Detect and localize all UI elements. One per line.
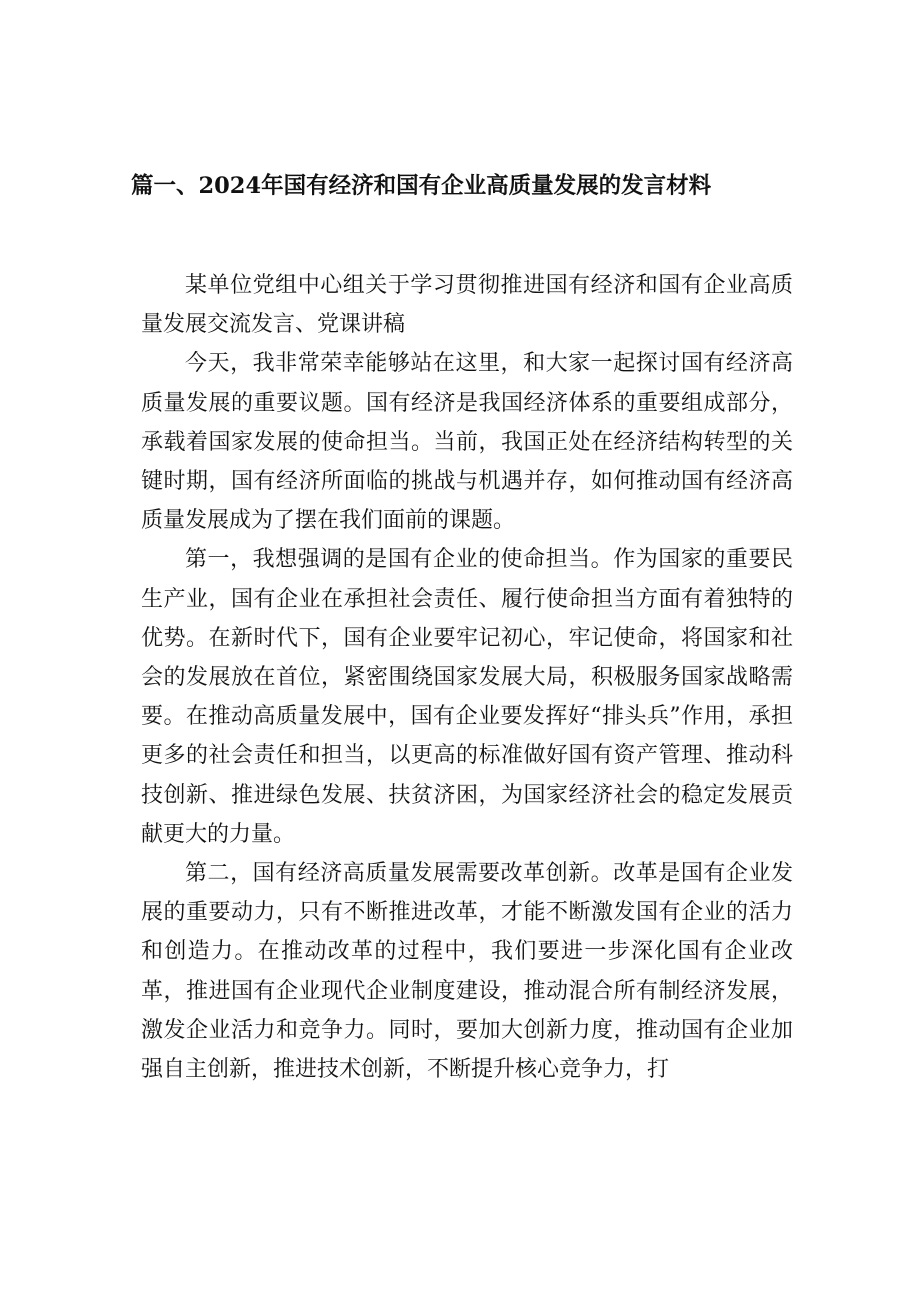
document-title: 篇一、2024年国有经济和国有企业高质量发展的发言材料 bbox=[131, 173, 712, 199]
paragraph-second-point: 第二，国有经济高质量发展需要改革创新。改革是国有企业发展的重要动力，只有不断推进改革，才能不断激发国有企业的活力和创造力。在推动改革的过程中，我们要进一步深化国有企业改革，推进国有企业现代企业制度建设，推动混合所有制经济发展，激发企业活力和竞争力。同时，要加大创新力度，推动国有企业加强自主创新，推进技术创新，不断提升核心竞争力，打 bbox=[141, 861, 793, 1083]
document-body bbox=[141, 266, 793, 1089]
paragraph-opening: 今天，我非常荣幸能够站在这里，和大家一起探讨国有经济高质量发展的重要议题。国有经济是我国经济体系的重要组成部分，承载着国家发展的使命担当。当前，我国正处在经济结构转型的关键时期，国有经济所面临的挑战与机遇并存，如何推动国有经济高质量发展成为了摆在我们面前的课题。 bbox=[141, 351, 793, 534]
paragraph-intro: 某单位党组中心组关于学习贯彻推进国有经济和国有企业高质量发展交流发言、党课讲稿 bbox=[141, 273, 793, 338]
paragraph-first-point: 第一，我想强调的是国有企业的使命担当。作为国家的重要民生产业，国有企业在承担社会责任、履行使命担当方面有着独特的优势。在新时代下，国有企业要牢记初心，牢记使命，将国家和社会的发展放在首位，紧密围绕国家发展大局，积极服务国家战略需要。在推动高质量发展中，国有企业要发挥好“排头兵”作用，承担更多的社会责任和担当，以更高的标准做好国有资产管理、推动科技创新、推进绿色发展、扶贫济困，为国家经济社会的稳定发展贡献更大的力量。 bbox=[141, 547, 793, 847]
